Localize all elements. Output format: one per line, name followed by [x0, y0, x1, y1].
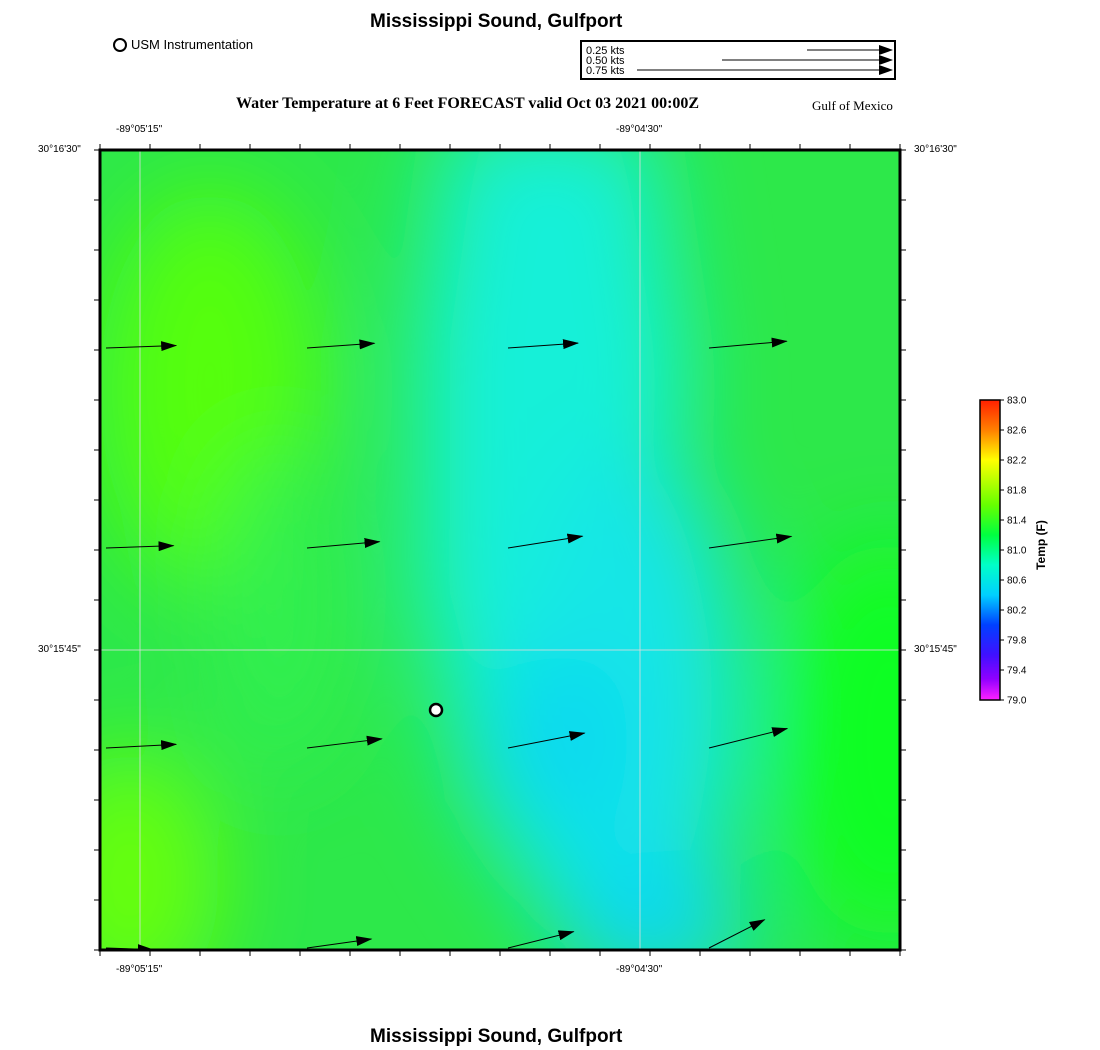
temperature-field [90, 140, 910, 960]
colorbar-title: Temp (F) [1034, 520, 1048, 570]
station-marker-icon [113, 38, 127, 52]
lat-tick-right-1: 30°16'30" [914, 144, 957, 155]
temperature-colorbar [975, 395, 1055, 707]
scale-label-075: 0.75 kts [586, 65, 625, 77]
colorbar-tick-label: 81.4 [1007, 515, 1027, 527]
colorbar-tick-label: 80.2 [1007, 605, 1027, 617]
map-subtitle: Water Temperature at 6 Feet FORECAST valid Oct 03 2021 00:00Z [236, 95, 700, 112]
map-title: Mississippi Sound, Gulfport [370, 11, 623, 32]
lat-tick-right-2: 30°15'45" [914, 644, 957, 655]
lon-tick-top-1: -89°05'15" [116, 124, 163, 135]
scale-label-025: 0.25 kts [586, 45, 625, 57]
colorbar-tick-label: 82.2 [1007, 455, 1027, 467]
scale-label-050: 0.50 kts [586, 55, 625, 67]
lon-tick-top-2: -89°04'30" [616, 124, 663, 135]
colorbar-tick-label: 81.8 [1007, 485, 1027, 497]
footer-title: Mississippi Sound, Gulfport [370, 1026, 623, 1047]
colorbar-tick-label: 79.0 [1007, 695, 1027, 707]
lat-tick-left-2: 30°15'45" [38, 644, 81, 655]
colorbar-tick-label: 79.8 [1007, 635, 1027, 647]
vector-scale-legend [580, 40, 896, 80]
lon-tick-bottom-2: -89°04'30" [616, 964, 663, 975]
temperature-map [90, 140, 910, 960]
colorbar-tick-label: 80.6 [1007, 575, 1027, 587]
region-label: Gulf of Mexico [812, 98, 893, 113]
colorbar-tick-label: 81.0 [1007, 545, 1027, 557]
station-legend-label: USM Instrumentation [131, 37, 254, 52]
scale-arrows [582, 42, 894, 78]
colorbar-tick-label: 79.4 [1007, 665, 1027, 677]
colorbar-tick-label: 82.6 [1007, 425, 1027, 437]
station-legend [113, 37, 253, 52]
lon-tick-bottom-1: -89°05'15" [116, 964, 163, 975]
lat-tick-left-1: 30°16'30" [38, 144, 81, 155]
station-marker[interactable] [430, 704, 442, 716]
colorbar-tick-label: 83.0 [1007, 395, 1027, 407]
